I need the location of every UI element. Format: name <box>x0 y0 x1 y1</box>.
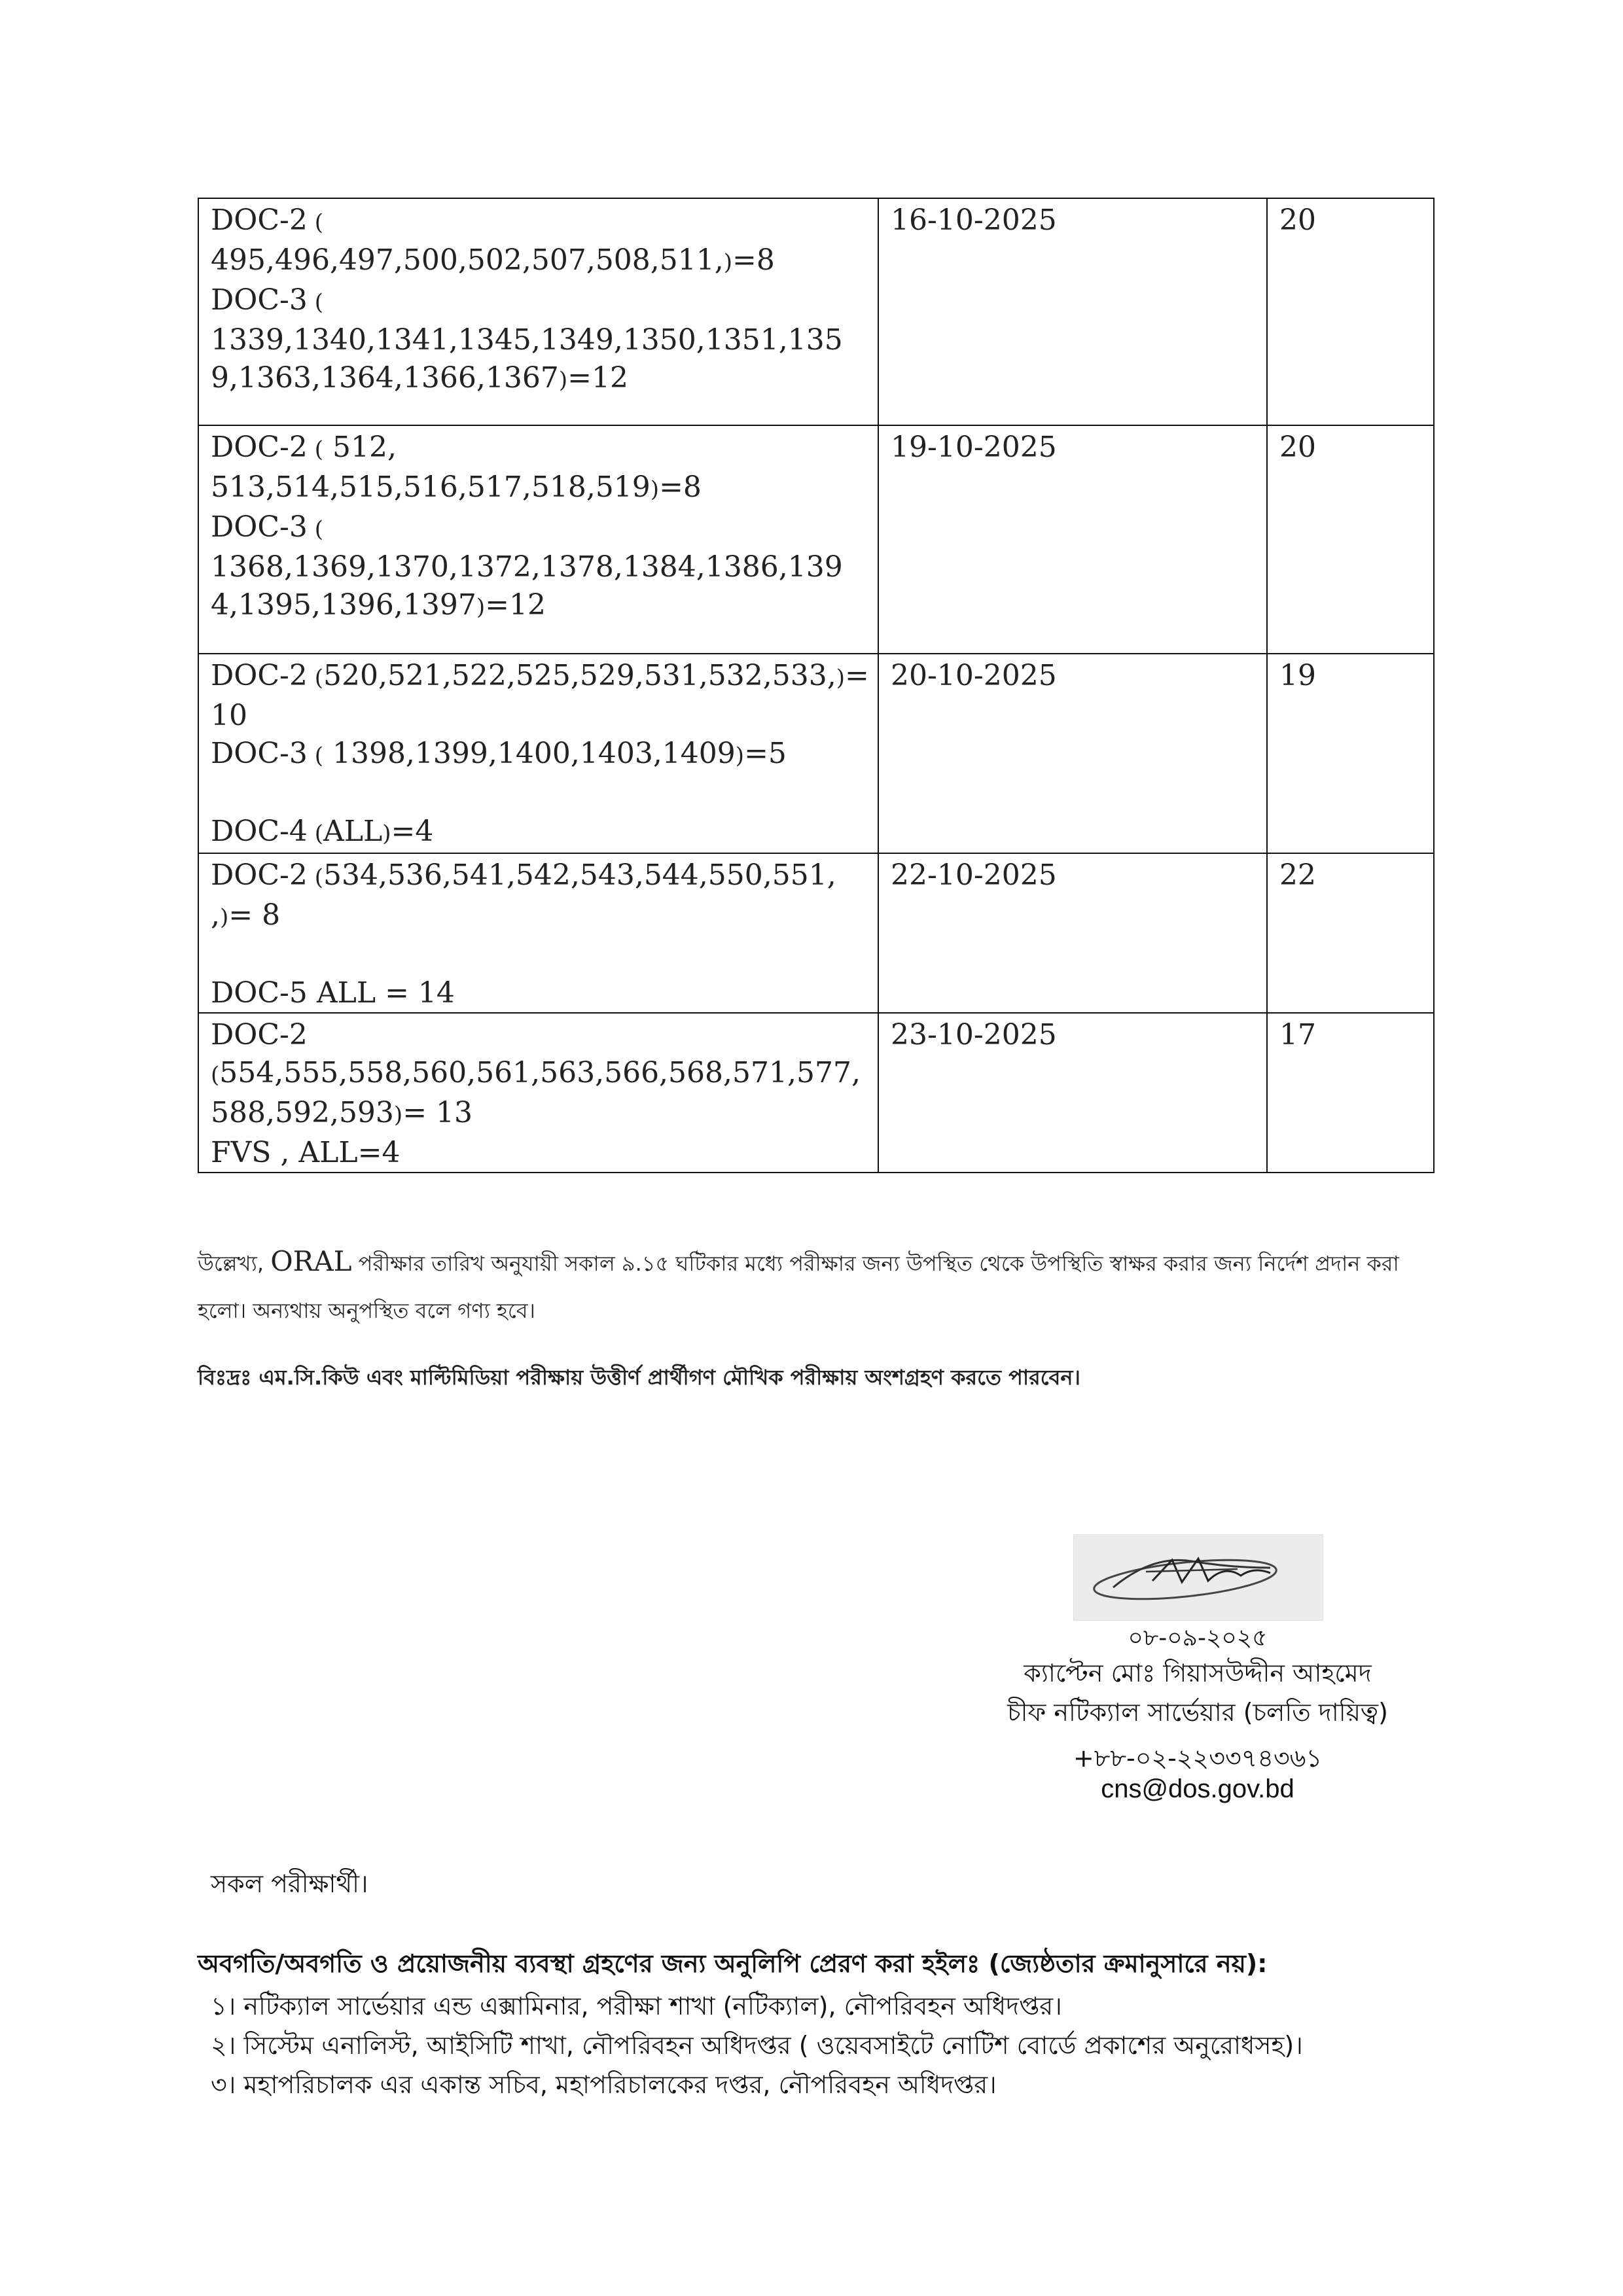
table-row <box>198 853 1434 1013</box>
doc-line: DOC-2 (520,521,522,525,529,531,532,533,)= <box>211 659 869 692</box>
signature-image <box>1073 1534 1323 1621</box>
doc-line: 9,1363,1364,1366,1367)=12 <box>211 361 628 395</box>
signatory-phone: +৮৮-০২-২২৩৩৭৪৩৬১ <box>1073 1744 1323 1773</box>
exam-date: 20-10-2025 <box>878 654 1267 853</box>
signatory-email[interactable]: cns@dos.gov.bd <box>1101 1775 1294 1803</box>
documents-cell <box>198 198 878 425</box>
doc-line: 4,1395,1396,1397)=12 <box>211 588 546 622</box>
doc-line: DOC-2 ( <box>211 203 323 237</box>
candidate-count: 19 <box>1267 654 1434 853</box>
table-row <box>198 425 1434 654</box>
doc-line: 495,496,497,500,502,507,508,511,)=8 <box>211 243 775 277</box>
cc-heading: অবগতি/অবগতি ও প্রয়োজনীয় ব্যবস্থা গ্রহণের জন্য অনুলিপি প্রেরণ করা হইলঃ (জ্যেষ্ঠতার ক্রমানুসারে নয়): <box>198 1949 1268 1978</box>
doc-line: DOC-3 ( 1398,1399,1400,1403,1409)=5 <box>211 737 787 770</box>
documents-cell <box>198 1013 878 1173</box>
remark-note: বিঃদ্রঃ এম.সি.কিউ এবং মাল্টিমিডিয়া পরীক্ষায় উত্তীর্ণ প্রার্থীগণ মৌখিক পরীক্ষায় অংশগ্রহণ করতে পারবেন। <box>198 1365 1080 1390</box>
doc-line: DOC-4 (ALL)=4 <box>211 815 434 848</box>
list-item: ২। সিস্টেম এনালিস্ট, আইসিটি শাখা, নৌপরিবহন অধিদপ্তর ( ওয়েবসাইটে নোটিশ বোর্ডে প্রকাশের অনুরোধসহ)। <box>211 2031 1303 2060</box>
exam-date: 16-10-2025 <box>878 198 1267 425</box>
doc-line: DOC-2 ( 512, <box>211 431 397 464</box>
cc-list <box>211 1987 1303 2104</box>
spacer <box>211 775 866 813</box>
doc-line: 513,514,515,516,517,518,519)=8 <box>211 470 702 504</box>
doc-line: DOC-3 ( <box>211 283 323 317</box>
doc-line: 1368,1369,1370,1372,1378,1384,1386,139 <box>211 550 843 584</box>
oral-keyword: ORAL <box>270 1245 352 1277</box>
doc-line: FVS , ALL=4 <box>211 1136 401 1169</box>
candidate-count: 20 <box>1267 198 1434 425</box>
signature-date: ০৮-০৯-২০২৫ <box>1128 1625 1268 1651</box>
doc-line: 1339,1340,1341,1345,1349,1350,1351,135 <box>211 323 843 357</box>
attendance-notice: উল্লেখ্য, ORAL পরীক্ষার তারিখ অনুযায়ী সকাল ৯.১৫ ঘটিকার মধ্যে পরীক্ষার জন্য উপস্থিত থেকে উপস্থিতি স্বাক্ষর করার জন্য নির্দেশ প্রদান করা হলো। অন্যথায় অনুপস্থিত বলে গণ্য হবে। <box>198 1245 1399 1323</box>
exam-date: 23-10-2025 <box>878 1013 1267 1173</box>
doc-line: 10 <box>211 699 247 732</box>
documents-cell <box>198 853 878 1013</box>
spacer <box>211 936 866 974</box>
doc-line: DOC-3 ( <box>211 510 323 544</box>
candidate-count: 20 <box>1267 425 1434 654</box>
doc-line: DOC-2 <box>211 1018 308 1051</box>
doc-line: DOC-5 ALL = 14 <box>211 976 455 1010</box>
table-row <box>198 1013 1434 1173</box>
exam-date: 22-10-2025 <box>878 853 1267 1013</box>
exam-date: 19-10-2025 <box>878 425 1267 654</box>
signatory-title: চীফ নটিক্যাল সার্ভেয়ার (চলতি দায়িত্ব) <box>1007 1698 1388 1727</box>
candidate-count: 17 <box>1267 1013 1434 1173</box>
recipients: সকল পরীক্ষার্থী। <box>211 1869 368 1898</box>
list-item: ৩। মহাপরিচালক এর একান্ত সচিব, মহাপরিচালকের দপ্তর, নৌপরিবহন অধিদপ্তর। <box>211 2070 997 2099</box>
documents-cell <box>198 425 878 654</box>
doc-line: (554,555,558,560,561,563,566,568,571,577, <box>211 1056 861 1089</box>
documents-cell <box>198 654 878 853</box>
list-item: ১। নটিক্যাল সার্ভেয়ার এন্ড এক্সামিনার, পরীক্ষা শাখা (নটিক্যাল), নৌপরিবহন অধিদপ্তর। <box>211 1992 1062 2021</box>
table-row <box>198 654 1434 853</box>
doc-line: ,)= 8 <box>211 898 281 932</box>
oral-exam-schedule-table <box>198 198 1435 1173</box>
doc-line: 588,592,593)= 13 <box>211 1096 473 1129</box>
signatory-name: ক্যাপ্টেন মোঃ গিয়াসউদ্দীন আহমেদ <box>1024 1659 1372 1687</box>
doc-line: DOC-2 (534,536,541,542,543,544,550,551, <box>211 858 836 892</box>
candidate-count: 22 <box>1267 853 1434 1013</box>
table-row <box>198 198 1434 425</box>
